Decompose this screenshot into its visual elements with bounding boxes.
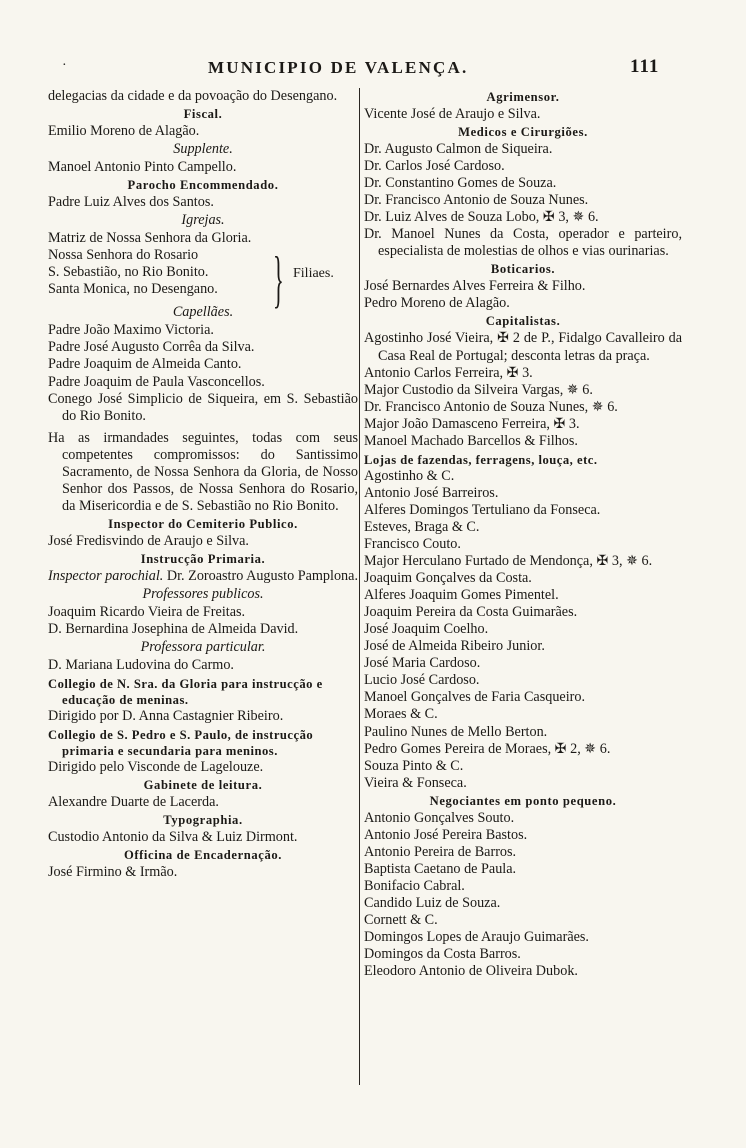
negociante-entry: Antonio José Pereira Bastos. [364, 826, 528, 843]
boticario-entry: José Bernardes Alves Ferreira & Filho. [364, 278, 586, 295]
capellao-entry: Padre Joaquim de Almeida Canto. [48, 356, 242, 373]
instruccao-heading: Instrucção Primaria. [140, 551, 266, 566]
loja-entry: Joaquim Gonçalves da Costa. [364, 570, 532, 587]
loja-entry: Joaquim Pereira da Costa Guimarães. [364, 604, 578, 621]
irmandades-text: Ha as irmandades seguintes, todas com seus competentes compromissos: do Santissimo Sacramento, de Nossa Senhora da Gloria, de Nosso Senhor dos Passos, de Nossa Senhora do Rosario, da Misericordia e de S. Sebastião no Rio Bonito. [48, 429, 358, 514]
agrimensor-entry: Vicente José de Araujo e Silva. [364, 106, 541, 122]
professora-heading: Professora particular. [140, 639, 266, 656]
capitalista-entry: Dr. Francisco Antonio de Souza Nunes, ✵ 6. [364, 398, 618, 415]
negociante-entry: Candido Luiz de Souza. [364, 894, 501, 911]
collegio-pedro-paulo-heading: Collegio de S. Pedro e S. Paulo, de instrucção primaria e secundaria para meninos. [48, 728, 314, 759]
negociante-entry: Domingos da Costa Barros. [364, 946, 521, 963]
filial-entry: S. Sebastião, no Rio Bonito. [48, 264, 209, 281]
negociante-entry: Cornett & C. [364, 911, 438, 928]
medico-entry: Dr. Manoel Nunes da Costa, operador e parteiro, especialista de molestias de olhos e vias ourinarias. [364, 226, 682, 260]
negociante-entry: Baptista Caetano de Paula. [364, 860, 517, 877]
professores-heading: Professores publicos. [142, 585, 264, 602]
negociantes-heading: Negociantes em ponto pequeno. [429, 793, 617, 808]
medico-entry: Dr. Carlos José Cardoso. [364, 158, 505, 175]
professor-entry: Joaquim Ricardo Vieira de Freitas. [48, 603, 246, 620]
medico-entry: Dr. Augusto Calmon de Siqueira. [364, 141, 553, 158]
negociante-entry: Domingos Lopes de Araujo Guimarães. [364, 929, 589, 946]
loja-entry: José de Almeida Ribeiro Junior. [364, 638, 545, 655]
inspector-parochial-label: Inspector parochial. [48, 567, 164, 584]
boticarios-heading: Boticarios. [490, 262, 556, 277]
capellao-entry: Conego José Simplicio de Siqueira, em S. Sebastião do Rio Bonito. [48, 390, 358, 424]
parocho-heading: Parocho Encommendado. [127, 178, 279, 193]
inspector-parochial-name: Dr. Zoroastro Augusto Pamplona. [163, 567, 358, 584]
negociante-entry: Antonio Gonçalves Souto. [364, 809, 515, 826]
lojas-heading: Lojas de fazendas, ferragens, louça, etc. [364, 452, 598, 467]
loja-entry: Lucio José Cardoso. [364, 672, 480, 689]
loja-entry: José Joaquim Coelho. [364, 621, 489, 638]
loja-entry: Agostinho & C. [364, 467, 455, 484]
collegio-gloria-entry: Dirigido por D. Anna Castagnier Ribeiro. [48, 708, 284, 725]
agrimensor-heading: Agrimensor. [486, 90, 560, 104]
capellao-entry: Padre Joaquim de Paula Vasconcellos. [48, 373, 265, 390]
professor-entry: D. Bernardina Josephina de Almeida David. [48, 621, 299, 638]
filial-entry: Santa Monica, no Desengano. [48, 281, 218, 298]
inspector-cemiterio-heading: Inspector do Cemiterio Publico. [108, 516, 298, 531]
loja-entry: Alferes Domingos Tertuliano da Fonseca. [364, 501, 601, 518]
loja-entry: Manoel Gonçalves de Faria Casqueiro. [364, 689, 586, 706]
intro-text: delegacias da cidade e da povoação do Desengano. [48, 88, 338, 104]
capitalista-entry: Major Custodio da Silveira Vargas, ✵ 6. [364, 381, 593, 398]
inspector-parochial-entry [48, 568, 358, 585]
fiscal-heading: Fiscal. [183, 107, 223, 122]
loja-entry: Paulino Nunes de Mello Berton. [364, 723, 548, 740]
supplente-entry: Manoel Antonio Pinto Campello. [48, 159, 237, 176]
filiaes-label: Filiaes. [293, 266, 334, 282]
header-dot: · [62, 58, 67, 73]
medico-entry: Dr. Luiz Alves de Souza Lobo, ✠ 3, ✵ 6. [364, 209, 599, 226]
officina-entry: José Firmino & Irmão. [48, 864, 178, 881]
typographia-entry: Custodio Antonio da Silva & Luiz Dirmont. [48, 829, 298, 846]
loja-entry: Francisco Couto. [364, 535, 461, 552]
page-number: 111 [630, 56, 660, 77]
medico-entry: Dr. Francisco Antonio de Souza Nunes. [364, 192, 589, 209]
typographia-heading: Typographia. [163, 813, 243, 828]
capellao-entry: Padre João Maximo Victoria. [48, 322, 214, 339]
curly-brace: } [273, 243, 284, 315]
collegio-gloria-heading: Collegio de N. Sra. da Gloria para instrucção e educação de meninas. [48, 677, 323, 708]
gabinete-entry: Alexandre Duarte de Lacerda. [48, 794, 219, 811]
inspector-cemiterio-entry: José Fredisvindo de Araujo e Silva. [48, 532, 249, 549]
loja-entry: José Maria Cardoso. [364, 655, 481, 672]
page-header [0, 58, 746, 82]
right-column [364, 88, 682, 980]
loja-entry: Alferes Joaquim Gomes Pimentel. [364, 587, 559, 604]
filial-entry: Nossa Senhora do Rosario [48, 247, 199, 264]
loja-entry: Vieira & Fonseca. [364, 774, 467, 791]
igrejas-heading: Igrejas. [181, 212, 225, 229]
capellao-entry: Padre José Augusto Corrêa da Silva. [48, 339, 255, 356]
capitalistas-heading: Capitalistas. [485, 314, 561, 329]
loja-entry: Pedro Gomes Pereira de Moraes, ✠ 2, ✵ 6. [364, 740, 611, 757]
loja-entry: Moraes & C. [364, 706, 438, 723]
medicos-heading: Medicos e Cirurgiões. [458, 125, 588, 140]
capitalista-entry: Antonio Carlos Ferreira, ✠ 3. [364, 364, 533, 381]
capitalista-entry: Major João Damasceno Ferreira, ✠ 3. [364, 415, 580, 432]
capitalista-entry: Agostinho José Vieira, ✠ 2 de P., Fidalgo Cavalleiro da Casa Real de Portugal; desconta letras da praça. [364, 330, 682, 364]
parocho-entry: Padre Luiz Alves dos Santos. [48, 194, 214, 211]
running-title: MUNICIPIO DE VALENÇA. [208, 58, 469, 77]
gabinete-heading: Gabinete de leitura. [143, 778, 263, 793]
negociante-entry: Bonifacio Cabral. [364, 877, 465, 894]
professora-entry: D. Mariana Ludovina do Carmo. [48, 657, 234, 674]
loja-entry: Major Herculano Furtado de Mendonça, ✠ 3, ✵ 6. [364, 553, 653, 570]
negociante-entry: Antonio Pereira de Barros. [364, 843, 517, 860]
capitalista-entry: Manoel Machado Barcellos & Filhos. [364, 432, 578, 449]
column-divider [359, 88, 360, 1085]
supplente-heading: Supplente. [173, 141, 233, 158]
loja-entry: Antonio José Barreiros. [364, 484, 499, 501]
collegio-pedro-paulo-entry: Dirigido pelo Visconde de Lagelouze. [48, 759, 264, 776]
matriz-entry: Matriz de Nossa Senhora da Gloria. [48, 230, 252, 247]
boticario-entry: Pedro Moreno de Alagão. [364, 295, 510, 312]
loja-entry: Esteves, Braga & C. [364, 518, 480, 535]
left-column [48, 88, 358, 881]
fiscal-entry: Emilio Moreno de Alagão. [48, 123, 200, 140]
medico-entry: Dr. Constantino Gomes de Souza. [364, 175, 557, 192]
officina-heading: Officina de Encadernação. [123, 848, 283, 863]
capellaes-heading: Capellães. [172, 304, 234, 321]
loja-entry: Souza Pinto & C. [364, 757, 464, 774]
negociante-entry: Eleodoro Antonio de Oliveira Dubok. [364, 963, 578, 980]
